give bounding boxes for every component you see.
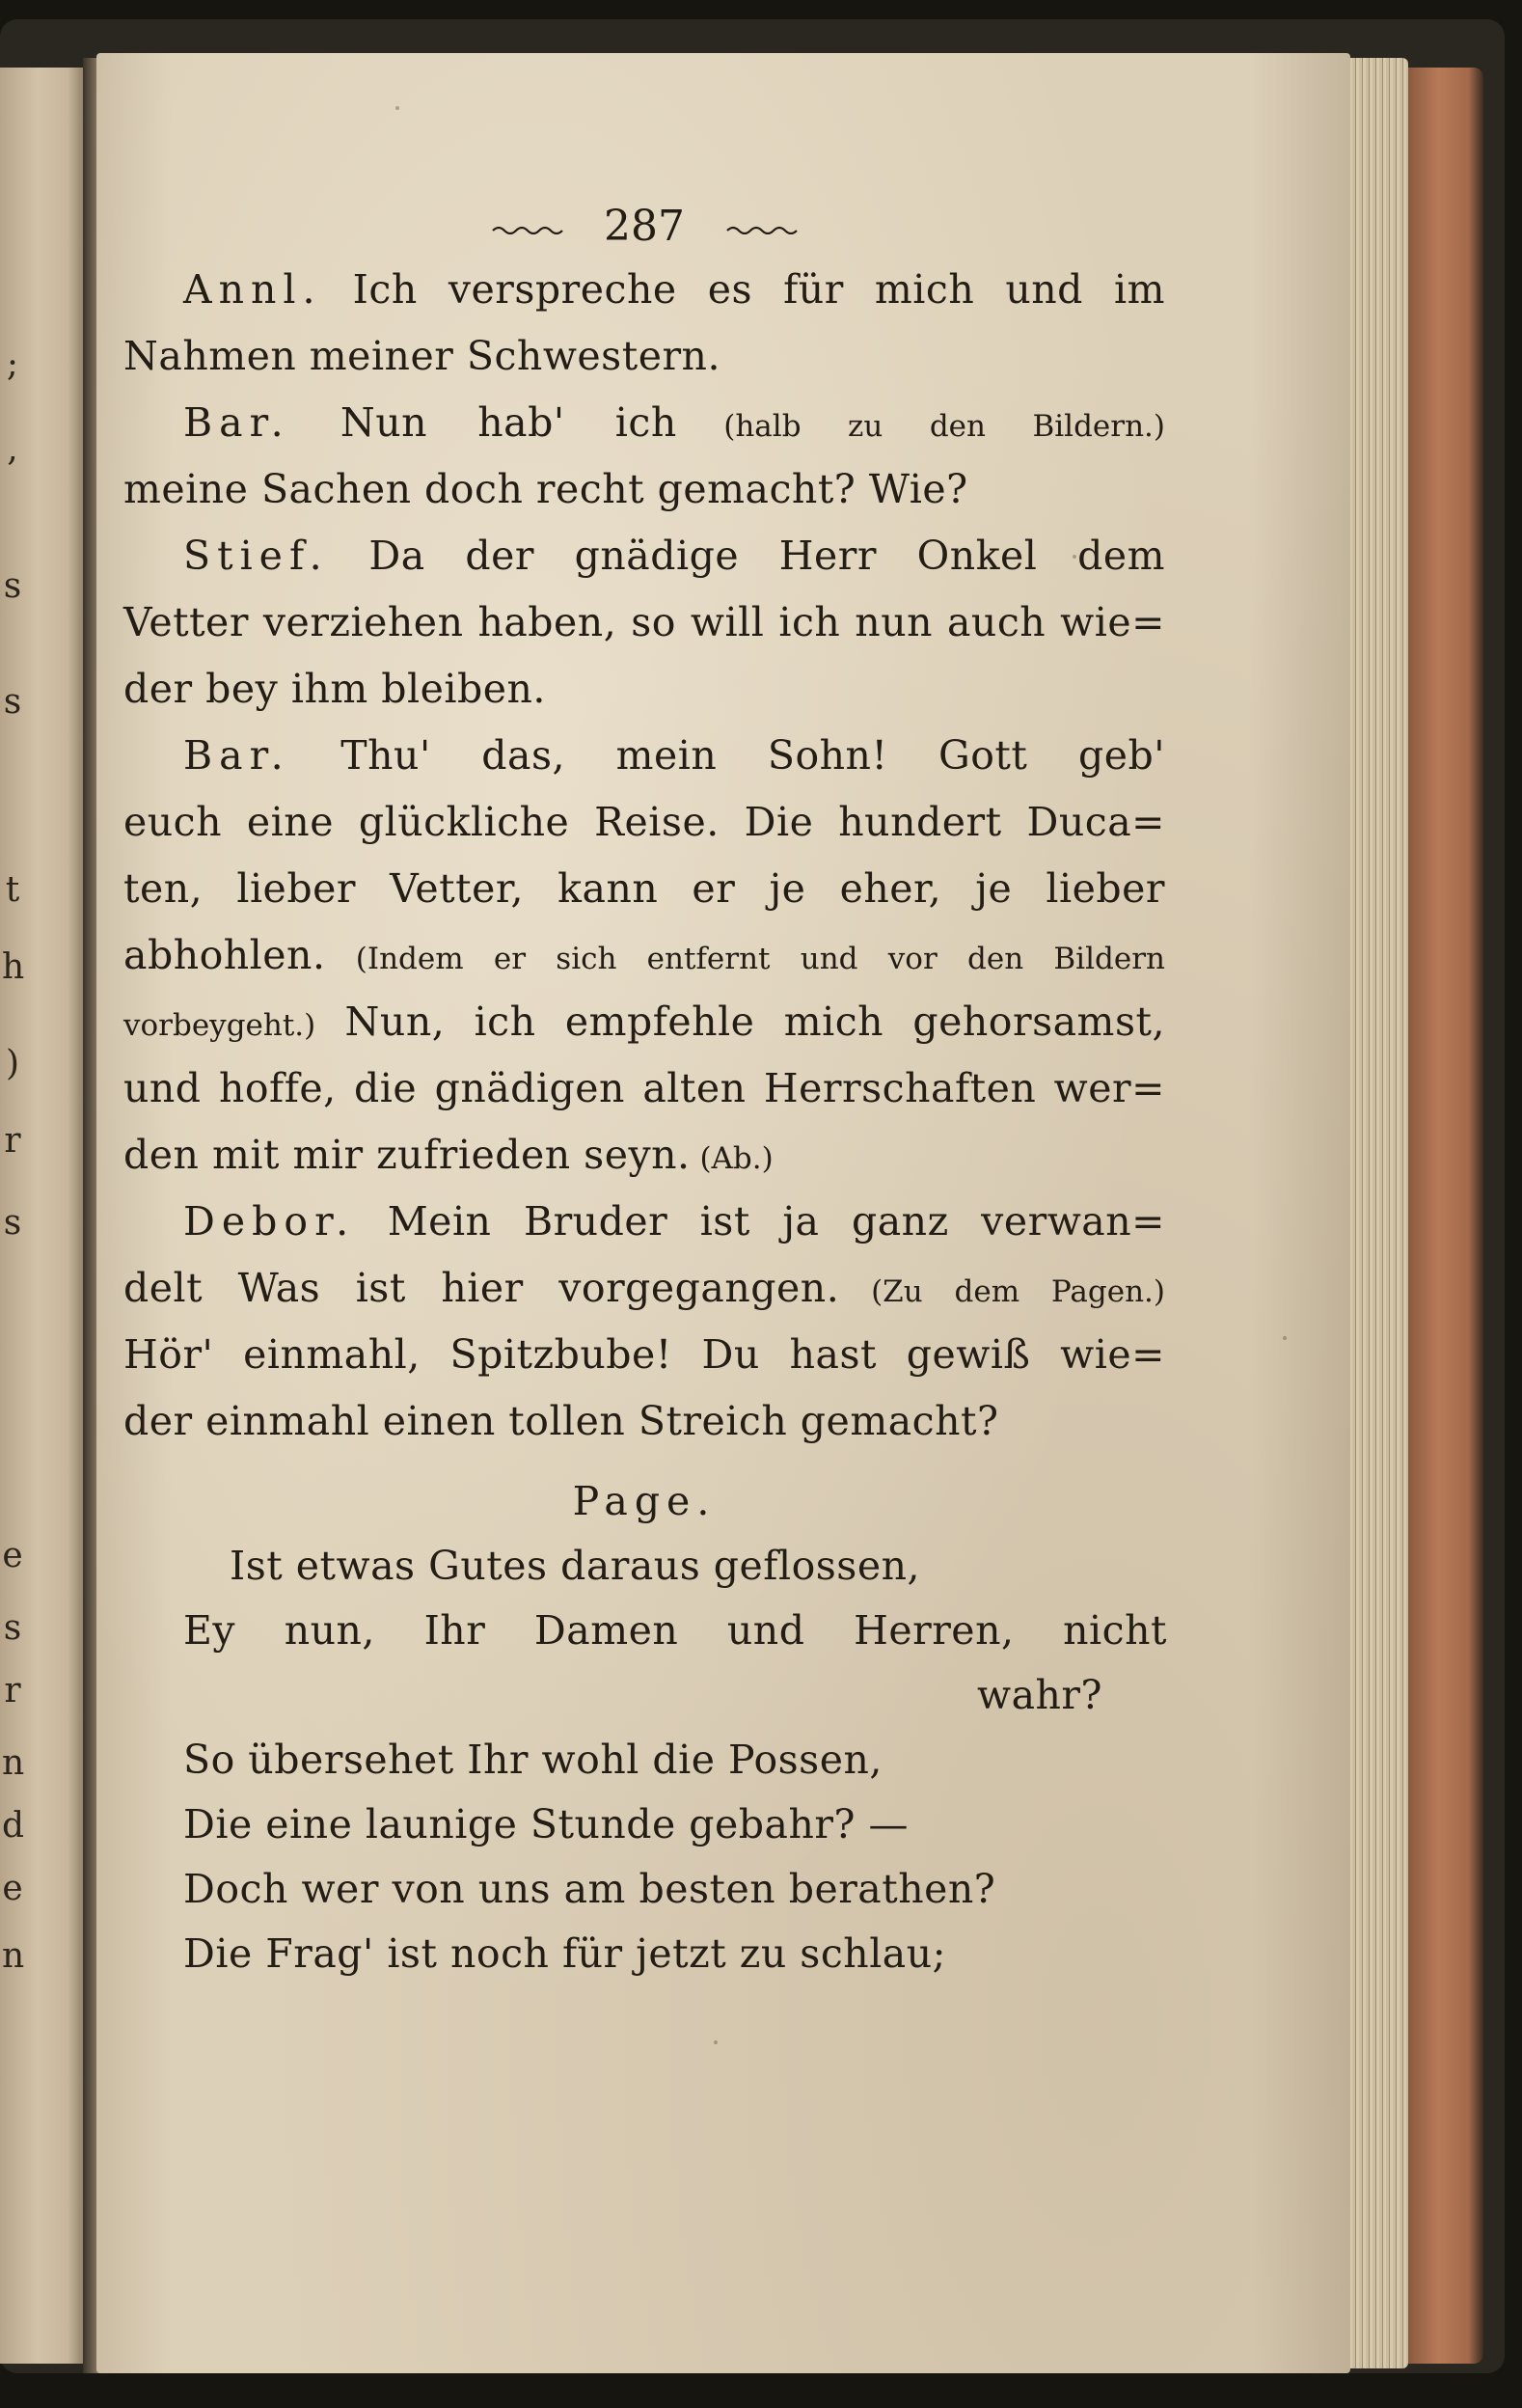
wave-ornament-left <box>491 225 563 234</box>
dialogue-line <box>123 793 1165 851</box>
verse-line: Doch wer von uns am besten berathen? <box>183 1866 996 1912</box>
dialogue-text: Da der gnädige Herr Onkel dem <box>328 533 1165 579</box>
cover-edge <box>1408 68 1483 2364</box>
verse-line: So übersehet Ihr wohl die Possen, <box>183 1737 883 1783</box>
verse-line: Ist etwas Gutes daraus geflossen, <box>230 1543 921 1589</box>
verse-line: Die eine launige Stunde gebahr? — <box>183 1801 910 1847</box>
left-page-fragment: ; <box>6 344 19 384</box>
left-page-edge <box>0 68 85 2364</box>
dialogue-text: Nun, ich empfehle mich gehorsamst, <box>315 999 1165 1045</box>
dialogue-line <box>123 1392 1165 1450</box>
verse-line: Ey nun, Ihr Damen und Herren, nicht <box>183 1607 1167 1654</box>
left-page-fragment: s <box>3 1608 22 1648</box>
stage-direction: (Ab.) <box>690 1141 774 1176</box>
left-page-fragment: s <box>3 682 22 722</box>
dialogue-line <box>183 1192 1165 1250</box>
dialogue-line <box>123 860 1165 917</box>
wave-ornament-right <box>725 225 798 234</box>
dialogue-line <box>123 1259 1165 1317</box>
stage-direction: vorbeygeht.) <box>123 1008 316 1043</box>
dialogue-line <box>183 394 1165 452</box>
left-page-fragment: e <box>2 1536 23 1575</box>
dialogue-line <box>183 260 1165 318</box>
dialogue-line <box>123 593 1165 651</box>
speaker-name: Annl. <box>183 266 322 313</box>
speaker-name: Bar. <box>183 732 290 779</box>
dialogue-line <box>123 1059 1165 1117</box>
dialogue-line <box>123 926 1165 984</box>
dialogue-text: Nun hab' ich <box>289 399 677 446</box>
dialogue-text: Hör' einmahl, Spitzbube! Du hast gewiß wie= <box>123 1331 1165 1378</box>
speaker-name: Stief. <box>183 533 329 579</box>
dialogue-text: Vetter verziehen haben, so will ich nun auch wie= <box>123 599 1165 645</box>
stage-direction: (Indem er sich entfernt und vor den Bildern <box>325 942 1165 976</box>
paper-speck <box>1283 1336 1287 1340</box>
dialogue-line <box>123 993 1165 1051</box>
dialogue-text: der einmahl einen tollen Streich gemacht? <box>123 1398 999 1444</box>
left-page-fragment: e <box>2 1869 23 1908</box>
stage-direction: (halb zu den Bildern.) <box>676 409 1165 444</box>
dialogue-line <box>183 527 1165 585</box>
dialogue-text: der bey ihm bleiben. <box>123 666 546 712</box>
left-page-fragment: , <box>7 429 18 469</box>
dialogue-line <box>123 1126 1165 1184</box>
dialogue-text: euch eine glückliche Reise. Die hundert Duca= <box>123 799 1165 845</box>
left-page-fragment: t <box>5 870 20 910</box>
dialogue-line <box>123 327 1165 385</box>
verse-line: wahr? <box>976 1672 1102 1718</box>
verse-line: Die Frag' ist noch für jetzt zu schlau; <box>183 1930 946 1977</box>
dialogue-text: ten, lieber Vetter, kann er je eher, je lieber <box>123 865 1165 912</box>
left-page-fragment: s <box>3 566 22 606</box>
dialogue-line <box>183 726 1165 784</box>
dialogue-text: Ich verspreche es für mich und im <box>321 266 1165 313</box>
left-page-fragment: d <box>2 1806 25 1846</box>
dialogue-line <box>123 460 1165 518</box>
dialogue-text: Mein Bruder ist ja ganz verwan= <box>355 1198 1165 1245</box>
left-page-fragment: n <box>2 1936 25 1976</box>
speaker-name: Debor. <box>183 1198 356 1245</box>
dialogue-text: Nahmen meiner Schwestern. <box>123 333 720 379</box>
left-page-fragment: ) <box>5 1044 20 1083</box>
dialogue-text: delt Was ist hier vorgegangen. <box>123 1265 840 1311</box>
dialogue-text: abhohlen. <box>123 932 326 978</box>
left-page-fragment: h <box>2 947 25 987</box>
page-number: 287 <box>604 202 685 251</box>
left-page-fragment: n <box>2 1743 25 1783</box>
dialogue-text: meine Sachen doch recht gemacht? Wie? <box>123 466 968 512</box>
paper-speck <box>714 2040 718 2044</box>
dialogue-text: und hoffe, die gnädigen alten Herrschaften wer= <box>123 1065 1165 1111</box>
song-speaker: Page. <box>572 1478 717 1524</box>
stage-direction: (Zu dem Pagen.) <box>839 1274 1165 1309</box>
dialogue-text: den mit mir zufrieden seyn. <box>123 1132 691 1178</box>
dialogue-line <box>123 1326 1165 1383</box>
paper-speck <box>395 106 399 110</box>
left-page-fragment: s <box>3 1203 22 1243</box>
dialogue-text: Thu' das, mein Sohn! Gott geb' <box>289 732 1165 779</box>
speaker-name: Bar. <box>183 399 290 446</box>
dialogue-line <box>123 660 1165 718</box>
left-page-fragment: r <box>4 1121 21 1161</box>
left-page-fragment: r <box>4 1671 21 1710</box>
page-header <box>123 198 1165 256</box>
